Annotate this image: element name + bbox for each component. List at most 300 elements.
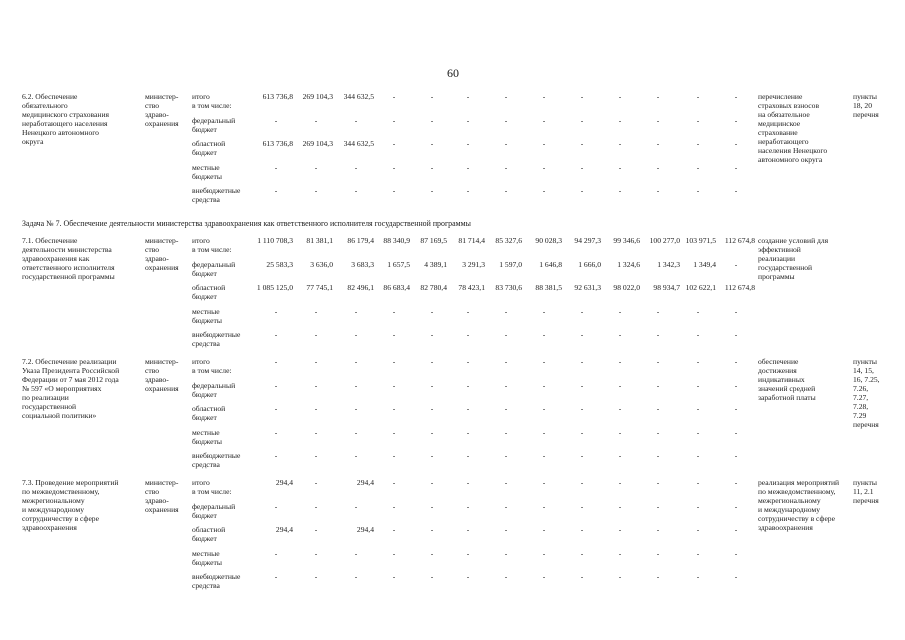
source-label: бюджет [192, 413, 217, 422]
value-dash: - [504, 501, 508, 511]
source-label: федеральный [192, 115, 236, 125]
executor-line: здраво- [145, 375, 169, 384]
value-dash: - [542, 162, 546, 172]
value-dash: - [354, 501, 358, 511]
value-dash: - [314, 115, 318, 125]
result-line: перечисление [758, 92, 803, 101]
value-cell: 613 736,8 [262, 139, 293, 148]
value-dash: - [542, 186, 546, 195]
source-label: в том числе: [192, 101, 232, 110]
source-label: внебюджетные [192, 572, 241, 581]
value-cell: 613 736,8 [262, 92, 293, 101]
value-dash: - [656, 548, 660, 558]
value-dash: - [656, 357, 660, 366]
value-dash: - [734, 330, 738, 339]
value-dash: - [430, 330, 434, 339]
value-dash: - [430, 478, 434, 487]
source-label: областной [192, 139, 226, 148]
value-dash: - [580, 572, 584, 581]
value-cell: 3 683,3 [351, 259, 374, 269]
value-dash: - [542, 306, 546, 316]
value-dash: - [734, 162, 738, 172]
value-dash: - [580, 404, 584, 413]
value-dash: - [314, 501, 318, 511]
value-dash: - [466, 139, 470, 148]
value-dash: - [392, 186, 396, 195]
value-dash: - [656, 572, 660, 581]
executor-line: министер- [145, 92, 179, 101]
source-label: бюджеты [192, 315, 222, 325]
value-dash: - [430, 404, 434, 413]
result-line: достижения [758, 366, 797, 375]
source-label: бюджет [192, 268, 217, 278]
value-dash: - [274, 380, 278, 390]
item-name-line: неработающего населения [22, 119, 108, 128]
value-dash: - [354, 548, 358, 558]
value-dash: - [466, 451, 470, 460]
value-cell: 269 104,3 [302, 92, 333, 101]
value-cell: 344 632,5 [343, 92, 374, 101]
executor-line: охранения [145, 505, 179, 514]
indicator-line: пункты [853, 92, 877, 101]
value-cell: 82 780,4 [420, 283, 447, 292]
value-cell: 86 179,4 [347, 236, 374, 245]
value-dash: - [580, 525, 584, 534]
value-dash: - [314, 306, 318, 316]
source-label: в том числе: [192, 245, 232, 254]
value-dash: - [354, 115, 358, 125]
value-cell: 269 104,3 [302, 139, 333, 148]
item-name-line: социальной политики» [22, 411, 97, 420]
source-label: бюджет [192, 124, 217, 134]
value-dash: - [430, 380, 434, 390]
indicator-line: 7.26, [853, 384, 869, 393]
value-dash: - [580, 306, 584, 316]
value-dash: - [392, 427, 396, 437]
value-dash: - [392, 330, 396, 339]
source-label: внебюджетные [192, 186, 241, 195]
value-cell: 1 085 125,0 [256, 283, 293, 292]
result-line: реализация мероприятий [758, 478, 840, 487]
result-line: реализации [758, 254, 796, 263]
value-dash: - [392, 306, 396, 316]
result-line: страховых взносов [758, 101, 820, 110]
value-dash: - [696, 478, 700, 487]
item-name-line: государственной [22, 402, 77, 411]
value-dash: - [314, 548, 318, 558]
executor-line: здраво- [145, 110, 169, 119]
value-dash: - [580, 162, 584, 172]
value-dash: - [618, 139, 622, 148]
executor-line: ство [145, 487, 160, 496]
executor-line: ство [145, 366, 160, 375]
value-dash: - [466, 380, 470, 390]
source-label: федеральный [192, 501, 236, 511]
source-label: местные [192, 548, 220, 558]
value-dash: - [466, 306, 470, 316]
source-label: средства [192, 339, 220, 348]
value-dash: - [354, 380, 358, 390]
source-label: бюджет [192, 534, 217, 543]
value-dash: - [314, 186, 318, 195]
value-dash: - [696, 380, 700, 390]
source-label: местные [192, 427, 220, 437]
source-label: итого [192, 92, 210, 101]
value-cell: 78 423,1 [458, 283, 485, 292]
value-dash: - [274, 330, 278, 339]
value-dash: - [618, 525, 622, 534]
item-name-line: округа [22, 137, 44, 146]
item-name-line: межрегиональному [22, 496, 85, 505]
result-line: заработной платы [758, 393, 816, 402]
value-dash: - [580, 427, 584, 437]
item-name-line: Ненецкого автономного [22, 128, 99, 137]
value-dash: - [504, 357, 508, 366]
value-dash: - [618, 92, 622, 101]
value-dash: - [392, 404, 396, 413]
value-dash: - [734, 404, 738, 413]
value-dash: - [354, 306, 358, 316]
value-dash: - [696, 306, 700, 316]
value-dash: - [542, 427, 546, 437]
value-dash: - [656, 501, 660, 511]
executor-line: здраво- [145, 254, 169, 263]
indicator-line: 18, 20 [853, 101, 872, 110]
value-dash: - [580, 186, 584, 195]
executor-line: охранения [145, 263, 179, 272]
source-label: внебюджетные [192, 451, 241, 460]
result-line: автономного округа [758, 155, 823, 164]
value-dash: - [580, 501, 584, 511]
result-line: населения Ненецкого [758, 146, 828, 155]
value-dash: - [466, 186, 470, 195]
source-label: бюджет [192, 510, 217, 520]
executor-line: министер- [145, 357, 179, 366]
item-name-line: Указа Президента Российской [22, 366, 120, 375]
value-dash: - [656, 139, 660, 148]
value-dash: - [314, 380, 318, 390]
value-dash: - [466, 501, 470, 511]
value-cell: 1 110 708,3 [257, 236, 293, 245]
value-dash: - [466, 478, 470, 487]
value-dash: - [392, 357, 396, 366]
value-dash: - [392, 115, 396, 125]
value-dash: - [392, 501, 396, 511]
value-dash: - [734, 478, 738, 487]
executor-line: министер- [145, 478, 179, 487]
source-label: бюджеты [192, 171, 222, 181]
value-cell: 102 622,1 [685, 283, 716, 292]
value-dash: - [656, 162, 660, 172]
indicator-line: 7.29 [853, 411, 867, 420]
result-line: создание условий для [758, 236, 829, 245]
value-dash: - [580, 451, 584, 460]
value-dash: - [274, 572, 278, 581]
value-dash: - [656, 186, 660, 195]
value-dash: - [656, 525, 660, 534]
value-dash: - [466, 92, 470, 101]
value-dash: - [430, 139, 434, 148]
item-name-line: и международному [22, 505, 85, 514]
result-line: страхование [758, 128, 798, 137]
value-dash: - [274, 501, 278, 511]
value-dash: - [430, 186, 434, 195]
value-dash: - [466, 404, 470, 413]
value-dash: - [466, 525, 470, 534]
source-label: областной [192, 283, 226, 292]
executor-line: здраво- [145, 496, 169, 505]
value-cell: 1 349,4 [693, 259, 716, 269]
value-dash: - [430, 525, 434, 534]
result-line: медицинское [758, 119, 801, 128]
value-cell: 3 291,3 [462, 259, 485, 269]
value-dash: - [274, 357, 278, 366]
indicator-line: пункты [853, 478, 877, 487]
value-cell: 88 340,9 [383, 236, 410, 245]
value-dash: - [392, 162, 396, 172]
value-cell: 294,4 [275, 478, 293, 487]
source-label: местные [192, 162, 220, 172]
source-label: средства [192, 581, 220, 590]
value-cell: 294,4 [356, 478, 374, 487]
source-label: областной [192, 525, 226, 534]
value-dash: - [504, 162, 508, 172]
value-dash: - [430, 548, 434, 558]
value-dash: - [354, 451, 358, 460]
value-dash: - [274, 404, 278, 413]
value-dash: - [274, 548, 278, 558]
value-cell: 344 632,5 [343, 139, 374, 148]
value-cell: 99 346,6 [613, 236, 640, 245]
value-dash: - [430, 501, 434, 511]
value-dash: - [504, 186, 508, 195]
value-dash: - [734, 451, 738, 460]
result-line: программы [758, 272, 795, 281]
value-cell: 103 971,5 [685, 236, 716, 245]
value-dash: - [542, 380, 546, 390]
value-dash: - [734, 357, 738, 366]
value-dash: - [618, 451, 622, 460]
value-dash: - [504, 139, 508, 148]
value-dash: - [314, 451, 318, 460]
item-name-line: 6.2. Обеспечение [22, 92, 78, 101]
item-name-line: по межведомственному, [22, 487, 100, 496]
source-label: итого [192, 478, 210, 487]
value-cell: 25 583,3 [266, 259, 293, 269]
value-dash: - [734, 548, 738, 558]
value-dash: - [430, 92, 434, 101]
value-dash: - [656, 380, 660, 390]
value-dash: - [392, 572, 396, 581]
result-line: обеспечение [758, 357, 799, 366]
source-label: в том числе: [192, 366, 232, 375]
value-cell: 83 730,6 [495, 283, 522, 292]
executor-line: охранения [145, 119, 179, 128]
value-dash: - [504, 115, 508, 125]
value-cell: 1 657,5 [387, 259, 410, 269]
value-dash: - [354, 330, 358, 339]
item-name-line: 7.2. Обеспечение реализации [22, 357, 117, 366]
value-dash: - [466, 357, 470, 366]
value-dash: - [504, 451, 508, 460]
value-dash: - [734, 427, 738, 437]
value-dash: - [542, 404, 546, 413]
value-dash: - [430, 357, 434, 366]
value-dash: - [504, 572, 508, 581]
source-label: бюджет [192, 292, 217, 301]
value-dash: - [504, 478, 508, 487]
executor-line: ство [145, 101, 160, 110]
indicator-line: перечня [853, 420, 879, 429]
result-line: индикативных [758, 375, 805, 384]
indicator-line: 14, 15, [853, 366, 874, 375]
value-cell: 4 389,1 [424, 259, 447, 269]
value-dash: - [656, 92, 660, 101]
value-cell: 1 666,0 [578, 259, 601, 269]
value-cell: 98 934,7 [653, 283, 680, 292]
indicator-line: 7.27, [853, 393, 869, 402]
value-cell: 87 169,5 [420, 236, 447, 245]
source-label: федеральный [192, 380, 236, 390]
value-dash: - [466, 330, 470, 339]
value-dash: - [430, 115, 434, 125]
value-dash: - [696, 92, 700, 101]
value-dash: - [354, 572, 358, 581]
value-dash: - [392, 380, 396, 390]
value-dash: - [314, 162, 318, 172]
item-name-line: 7.3. Проведение мероприятий [22, 478, 119, 487]
value-dash: - [392, 525, 396, 534]
value-dash: - [274, 306, 278, 316]
value-dash: - [618, 501, 622, 511]
value-dash: - [696, 525, 700, 534]
value-cell: 100 277,0 [649, 236, 680, 245]
value-dash: - [504, 380, 508, 390]
value-dash: - [618, 330, 622, 339]
value-dash: - [466, 572, 470, 581]
value-dash: - [580, 380, 584, 390]
value-dash: - [656, 330, 660, 339]
source-label: бюджеты [192, 557, 222, 567]
source-label: бюджет [192, 148, 217, 157]
value-dash: - [656, 115, 660, 125]
value-dash: - [504, 525, 508, 534]
value-dash: - [618, 380, 622, 390]
value-dash: - [734, 572, 738, 581]
value-dash: - [392, 139, 396, 148]
value-dash: - [314, 572, 318, 581]
item-name-line: обязательного [22, 101, 68, 110]
value-dash: - [734, 380, 738, 390]
value-dash: - [656, 427, 660, 437]
value-cell: 81 714,4 [458, 236, 485, 245]
value-dash: - [504, 427, 508, 437]
item-name-line: № 597 «О мероприятиях [22, 384, 102, 393]
value-cell: 98 022,0 [613, 283, 640, 292]
value-dash: - [314, 357, 318, 366]
value-cell: 1 324,6 [617, 259, 640, 269]
value-dash: - [314, 404, 318, 413]
value-dash: - [696, 115, 700, 125]
value-dash: - [274, 186, 278, 195]
page-number: 60 [447, 66, 459, 80]
indicator-line: 11, 2.1 [853, 487, 874, 496]
value-dash: - [354, 162, 358, 172]
value-dash: - [656, 404, 660, 413]
value-dash: - [734, 186, 738, 195]
value-dash: - [542, 478, 546, 487]
value-dash: - [542, 330, 546, 339]
source-label: областной [192, 404, 226, 413]
indicator-line: 16, 7.25, [853, 375, 880, 384]
indicator-line: 7.28, [853, 402, 869, 411]
value-dash: - [354, 357, 358, 366]
item-name-line: ответственного исполнителя [22, 263, 115, 272]
item-name-line: государственной программы [22, 272, 115, 281]
source-label: федеральный [192, 259, 236, 269]
value-dash: - [696, 572, 700, 581]
value-cell: 82 496,1 [347, 283, 374, 292]
value-dash: - [466, 115, 470, 125]
value-dash: - [618, 115, 622, 125]
result-line: здравоохранения [758, 523, 813, 532]
indicator-line: перечня [853, 496, 879, 505]
value-dash: - [696, 451, 700, 460]
value-dash: - [504, 330, 508, 339]
value-dash: - [734, 115, 738, 125]
value-dash: - [542, 115, 546, 125]
value-dash: - [392, 451, 396, 460]
value-dash: - [430, 427, 434, 437]
value-dash: - [580, 548, 584, 558]
value-dash: - [274, 427, 278, 437]
value-dash: - [314, 330, 318, 339]
value-cell: 294,4 [356, 525, 374, 534]
value-dash: - [696, 330, 700, 339]
value-dash: - [618, 478, 622, 487]
value-dash: - [580, 139, 584, 148]
value-dash: - [504, 548, 508, 558]
value-dash: - [580, 330, 584, 339]
value-dash: - [618, 548, 622, 558]
value-dash: - [696, 139, 700, 148]
value-cell: 77 745,1 [306, 283, 333, 292]
value-dash: - [542, 548, 546, 558]
value-cell: 81 381,1 [306, 236, 333, 245]
value-dash: - [656, 451, 660, 460]
item-name-line: медицинского страхования [22, 110, 110, 119]
value-dash: - [734, 306, 738, 316]
value-dash: - [466, 427, 470, 437]
value-dash: - [542, 92, 546, 101]
source-label: итого [192, 236, 210, 245]
executor-line: ство [145, 245, 160, 254]
value-dash: - [618, 357, 622, 366]
value-dash: - [734, 525, 738, 534]
value-dash: - [618, 186, 622, 195]
value-dash: - [504, 404, 508, 413]
value-dash: - [696, 357, 700, 366]
value-dash: - [354, 404, 358, 413]
value-cell: 92 631,3 [574, 283, 601, 292]
value-dash: - [734, 501, 738, 511]
value-dash: - [504, 92, 508, 101]
value-dash: - [274, 115, 278, 125]
item-name-line: здравоохранения [22, 523, 77, 532]
value-dash: - [734, 259, 738, 269]
executor-line: охранения [145, 384, 179, 393]
value-dash: - [354, 186, 358, 195]
